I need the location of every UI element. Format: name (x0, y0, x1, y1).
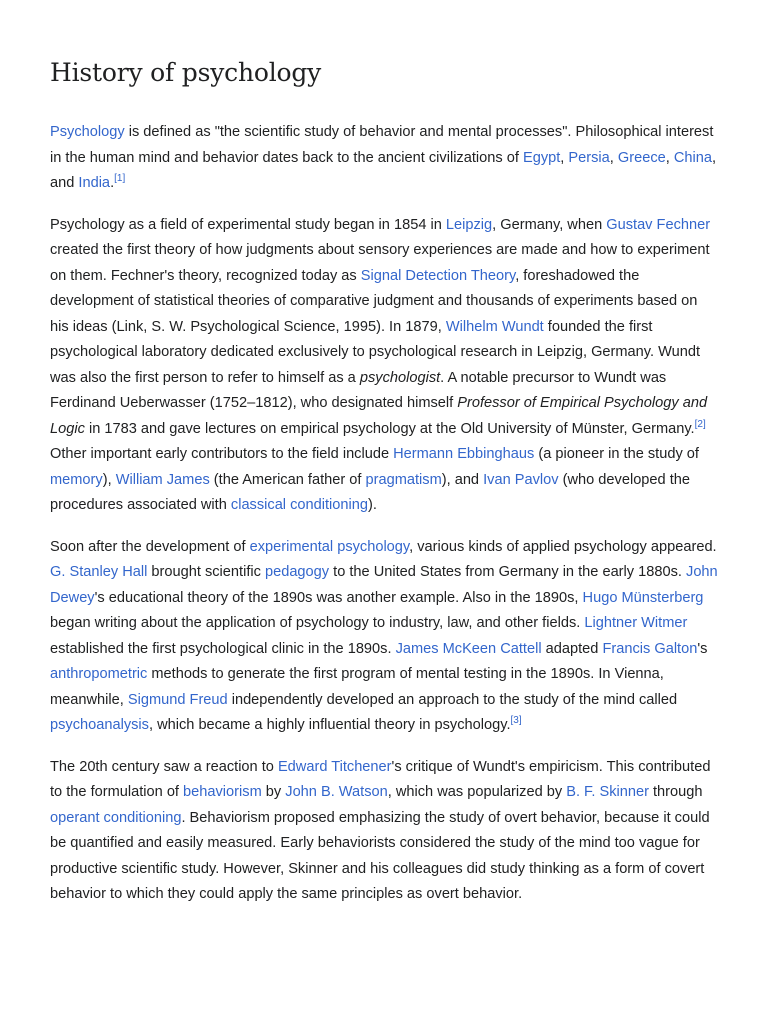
body-text: , various kinds of applied psychology appeared. (409, 538, 717, 555)
link-india[interactable]: India (78, 175, 111, 191)
link-experimental-psychology[interactable]: experimental psychology (249, 538, 410, 555)
body-text: to the United States from Germany in the early 1880s. (329, 564, 687, 580)
body-text: established the first psychological clinic in the 1890s. (50, 640, 396, 657)
link-john-b-watson[interactable]: John B. Watson (285, 784, 388, 800)
link-anthropometric[interactable]: anthropometric (50, 666, 148, 682)
body-text: founded the first psychological laboratory dedicated exclusively to psychological research in Leipzig, Germany. Wundt was also the first person to refer to himself as a (50, 318, 701, 386)
link-francis-galton[interactable]: Francis Galton (602, 640, 698, 657)
body-text: , which was popularized by (387, 784, 567, 800)
citation-link[interactable]: [1] (114, 173, 126, 184)
link-edward-titchener[interactable]: Edward Titchener (277, 758, 392, 775)
link-gustav-fechner[interactable]: Gustav Fechner (606, 216, 711, 233)
paragraph-2 (50, 213, 720, 519)
link-operant-conditioning[interactable]: operant conditioning (50, 809, 182, 826)
link-john-dewey[interactable]: John Dewey (50, 564, 718, 606)
body-text: (who developed the procedures associated with (50, 471, 690, 513)
citation-link[interactable]: [3] (510, 715, 522, 726)
body-text: in 1783 and gave lectures on empirical psychology at the Old University of Münster, Germany. (84, 420, 695, 437)
link-psychoanalysis[interactable]: psychoanalysis (50, 717, 149, 733)
link-pragmatism[interactable]: pragmatism (365, 471, 442, 488)
link-memory[interactable]: memory (50, 471, 103, 488)
body-text: created the first theory of how judgments about sensory experiences are made and how to experiment on them. Fechner's theory, recognized today as (50, 242, 710, 284)
body-text: (the American father of (209, 471, 366, 488)
emphasis-text: Professor of Empirical Psychology and Logic (50, 395, 708, 437)
link-signal-detection-theory[interactable]: Signal Detection Theory (360, 267, 516, 284)
article-body (50, 120, 720, 908)
body-text: . A notable precursor to Wundt was Ferdinand Ueberwasser (1752–1812), who designated himself (50, 369, 667, 411)
link-china[interactable]: China (673, 149, 712, 166)
link-hugo-m-nsterberg[interactable]: Hugo Münsterberg (582, 589, 704, 606)
body-text: Psychology as a field of experimental study began in 1854 in (50, 216, 446, 233)
paragraph-3 (50, 535, 720, 739)
article (50, 0, 720, 924)
citation-superscript (511, 715, 522, 726)
body-text: The 20th century saw a reaction to (50, 758, 278, 775)
link-g-stanley-hall[interactable]: G. Stanley Hall (50, 564, 148, 580)
link-leipzig[interactable]: Leipzig (445, 216, 493, 233)
body-text: Other important early contributors to the field include (50, 446, 394, 462)
body-text: 's (697, 640, 708, 657)
citation-superscript (114, 173, 125, 184)
link-sigmund-freud[interactable]: Sigmund Freud (127, 691, 228, 708)
link-lightner-witmer[interactable]: Lightner Witmer (584, 615, 688, 631)
paragraph-1 (50, 120, 720, 197)
link-james-mckeen-cattell[interactable]: James McKeen Cattell (395, 640, 542, 657)
body-text: , (609, 149, 618, 166)
body-text: independently developed an approach to the study of the mind called (227, 691, 678, 708)
body-text: began writing about the application of psychology to industry, law, and other fields. (50, 615, 585, 631)
body-text: ), (102, 471, 116, 488)
body-text: 's critique of Wundt's empiricism. This contributed to the formulation of (50, 758, 711, 800)
body-text: adapted (541, 640, 603, 657)
link-egypt[interactable]: Egypt (522, 149, 561, 166)
body-text: . Behaviorism proposed emphasizing the study of overt behavior, because it could be quantified and easily measured. Early behaviorists considered the study of the mind too vague for productive scientific study. However, Skinner and his colleagues did study thinking as a form of covert behavior to which they could apply the same principles as overt behavior. (50, 809, 710, 902)
body-text: , (665, 149, 674, 166)
body-text: is defined as "the scientific study of behavior and mental processes". Philosophical interest in the human mind and behavior dates back to the ancient civilizations of (50, 124, 714, 166)
body-text: , Germany, when (492, 216, 607, 233)
body-text: , which became a highly influential theory in psychology. (148, 717, 511, 733)
link-william-james[interactable]: William James (115, 471, 210, 488)
paragraph-4 (50, 755, 720, 908)
citation-superscript (695, 419, 706, 430)
link-classical-conditioning[interactable]: classical conditioning (230, 497, 369, 513)
link-persia[interactable]: Persia (568, 149, 610, 166)
body-text: ), and (441, 471, 484, 488)
body-text: , and (50, 149, 717, 191)
body-text: (a pioneer in the study of (534, 446, 699, 462)
body-text: by (261, 784, 286, 800)
body-text: 's educational theory of the 1890s was another example. Also in the 1890s, (94, 589, 583, 606)
page-title: History of psychology (50, 58, 322, 87)
body-text: , (560, 149, 569, 166)
body-text: . (110, 175, 115, 191)
body-text: through (648, 784, 703, 800)
link-behaviorism[interactable]: behaviorism (183, 784, 262, 800)
link-ivan-pavlov[interactable]: Ivan Pavlov (483, 471, 559, 488)
body-text: brought scientific (147, 564, 265, 580)
body-text: Soon after the development of (50, 538, 250, 555)
body-text: ). (368, 497, 377, 513)
link-hermann-ebbinghaus[interactable]: Hermann Ebbinghaus (393, 446, 535, 462)
link-psychology[interactable]: Psychology (50, 124, 125, 140)
emphasis-text: psychologist (359, 369, 441, 386)
body-text: , foreshadowed the development of statistical theories of comparative judgment and thousands of experiments based on his ideas (Link, S. W. Psychological Science, 1995). In 1879, (50, 267, 698, 335)
link-b-f-skinner[interactable]: B. F. Skinner (566, 784, 649, 800)
body-text: methods to generate the first program of mental testing in the 1890s. In Vienna, meanwhile, (50, 666, 664, 708)
citation-link[interactable]: [2] (694, 418, 706, 430)
link-pedagogy[interactable]: pedagogy (264, 564, 330, 580)
link-greece[interactable]: Greece (617, 149, 666, 166)
link-wilhelm-wundt[interactable]: Wilhelm Wundt (445, 318, 544, 335)
